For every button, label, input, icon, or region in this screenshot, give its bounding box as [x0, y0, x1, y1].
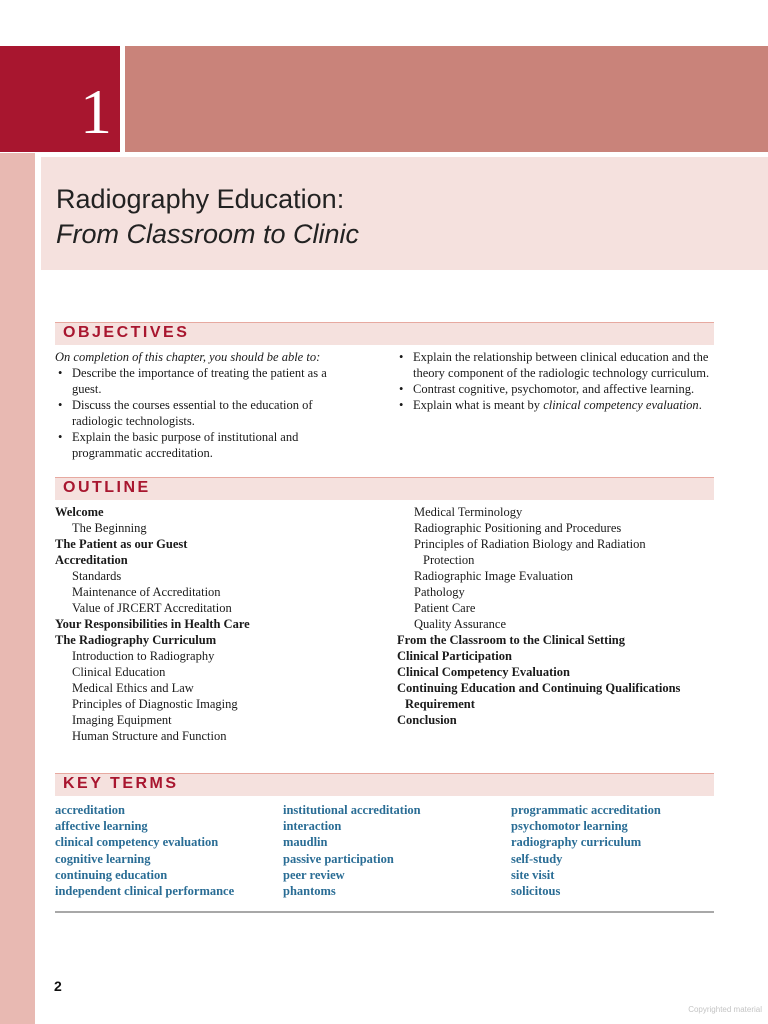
outline-item: Pathology: [414, 585, 465, 599]
key-term: institutional accreditation: [283, 803, 421, 817]
outline-item: Value of JRCERT Accreditation: [72, 601, 232, 615]
outline-item: Conclusion: [397, 713, 457, 727]
page-number: 2: [54, 978, 62, 994]
outline-item: Clinical Education: [72, 665, 166, 679]
outline-item: Maintenance of Accreditation: [72, 585, 221, 599]
outline-item: Introduction to Radiography: [72, 649, 215, 663]
outline-item: Clinical Competency Evaluation: [397, 665, 570, 679]
outline-item: The Beginning: [72, 521, 147, 535]
outline-item: The Patient as our Guest: [55, 537, 188, 551]
key-term: accreditation: [55, 803, 125, 817]
objective-item-competency: [396, 397, 720, 413]
key-term: site visit: [511, 867, 555, 882]
objective-item: • Describe the importance of treating the patient as a guest.: [55, 365, 355, 397]
outline-heading-bar: [55, 477, 714, 500]
key-term: peer review: [283, 867, 345, 882]
chapter-header-band: [0, 46, 768, 152]
chapter-subtitle: From Classroom to Clinic: [56, 219, 360, 249]
outline-item: Clinical Participation: [397, 649, 512, 663]
key-term: solicitous: [511, 884, 561, 899]
key-term: interaction: [283, 819, 342, 834]
chapter-number-block: [0, 46, 120, 152]
key-term: continuing education: [55, 867, 168, 882]
key-term: radiography curriculum: [511, 835, 642, 850]
outline-item: Patient Care: [414, 601, 476, 615]
objectives-list-right: [396, 349, 720, 413]
outline-left-column: [55, 504, 385, 744]
objectives-right-column: [396, 349, 720, 413]
objectives-list-left: [55, 365, 355, 461]
outline-item: Imaging Equipment: [72, 713, 172, 727]
outline-item: Accreditation: [55, 553, 128, 567]
key-term: affective learning: [55, 819, 148, 834]
key-terms-heading: KEY TERMS: [63, 775, 179, 792]
left-margin-strip: [0, 153, 35, 1024]
objectives-intro: On completion of this chapter, you should be able to:: [55, 350, 321, 364]
chapter-title: Radiography Education:: [56, 184, 345, 214]
outline-item: Human Structure and Function: [72, 729, 227, 743]
key-terms-heading-bar: [55, 773, 714, 796]
outline-heading: OUTLINE: [63, 479, 151, 496]
outline-item: Medical Ethics and Law: [72, 681, 194, 695]
outline-item: Continuing Education and Continuing Qualifications: [397, 681, 681, 695]
key-term: clinical competency evaluation: [55, 835, 219, 850]
copyright-watermark: Copyrighted material: [688, 1005, 762, 1014]
outline-item: Radiographic Image Evaluation: [414, 569, 573, 583]
objectives-heading: OBJECTIVES: [63, 324, 190, 341]
outline-item: Welcome: [55, 505, 104, 519]
chapter-title-box: [41, 157, 768, 270]
outline-item: Your Responsibilities in Health Care: [55, 617, 250, 631]
section-divider-rule: [55, 911, 714, 913]
outline-item: Requirement: [405, 697, 475, 711]
key-term: independent clinical performance: [55, 884, 235, 899]
key-term: programmatic accreditation: [511, 803, 661, 817]
objective-item: • Explain the relationship between clinical education and the theory component of the radiologic technology curriculum.: [396, 349, 720, 381]
header-bar: [125, 46, 768, 152]
outline-item: Protection: [423, 553, 475, 567]
key-term: maudlin: [283, 835, 328, 850]
outline-item: Principles of Radiation Biology and Radiation: [414, 537, 646, 551]
objective-emphasis: clinical competency evaluation: [543, 398, 699, 412]
outline-item: From the Classroom to the Clinical Setting: [397, 633, 625, 647]
outline-item: The Radiography Curriculum: [55, 633, 217, 647]
key-terms-column-3: [511, 802, 721, 899]
key-term: phantoms: [283, 884, 336, 899]
key-term: passive participation: [283, 851, 394, 866]
outline-item: Principles of Diagnostic Imaging: [72, 697, 238, 711]
outline-item: Medical Terminology: [414, 505, 523, 519]
outline-item: Radiographic Positioning and Procedures: [414, 521, 622, 535]
key-term: cognitive learning: [55, 851, 151, 866]
key-term: self-study: [511, 851, 563, 866]
outline-item: Standards: [72, 569, 122, 583]
outline-right-column: [397, 504, 727, 728]
outline-item: Quality Assurance: [414, 617, 506, 631]
key-term: psychomotor learning: [511, 819, 628, 834]
objective-item: • Discuss the courses essential to the education of radiologic technologists.: [55, 397, 355, 429]
key-terms-column-1: [55, 802, 280, 899]
objective-item: • Contrast cognitive, psychomotor, and affective learning.: [396, 381, 720, 397]
chapter-number: 1: [80, 76, 112, 147]
objective-item: • Explain the basic purpose of institutional and programmatic accreditation.: [55, 429, 355, 461]
objectives-left-column: [55, 349, 355, 461]
objectives-heading-bar: [55, 322, 714, 345]
key-terms-column-2: [283, 802, 508, 899]
objective-text-end: .: [698, 398, 702, 412]
objective-text: Explain what is meant by: [413, 398, 544, 412]
